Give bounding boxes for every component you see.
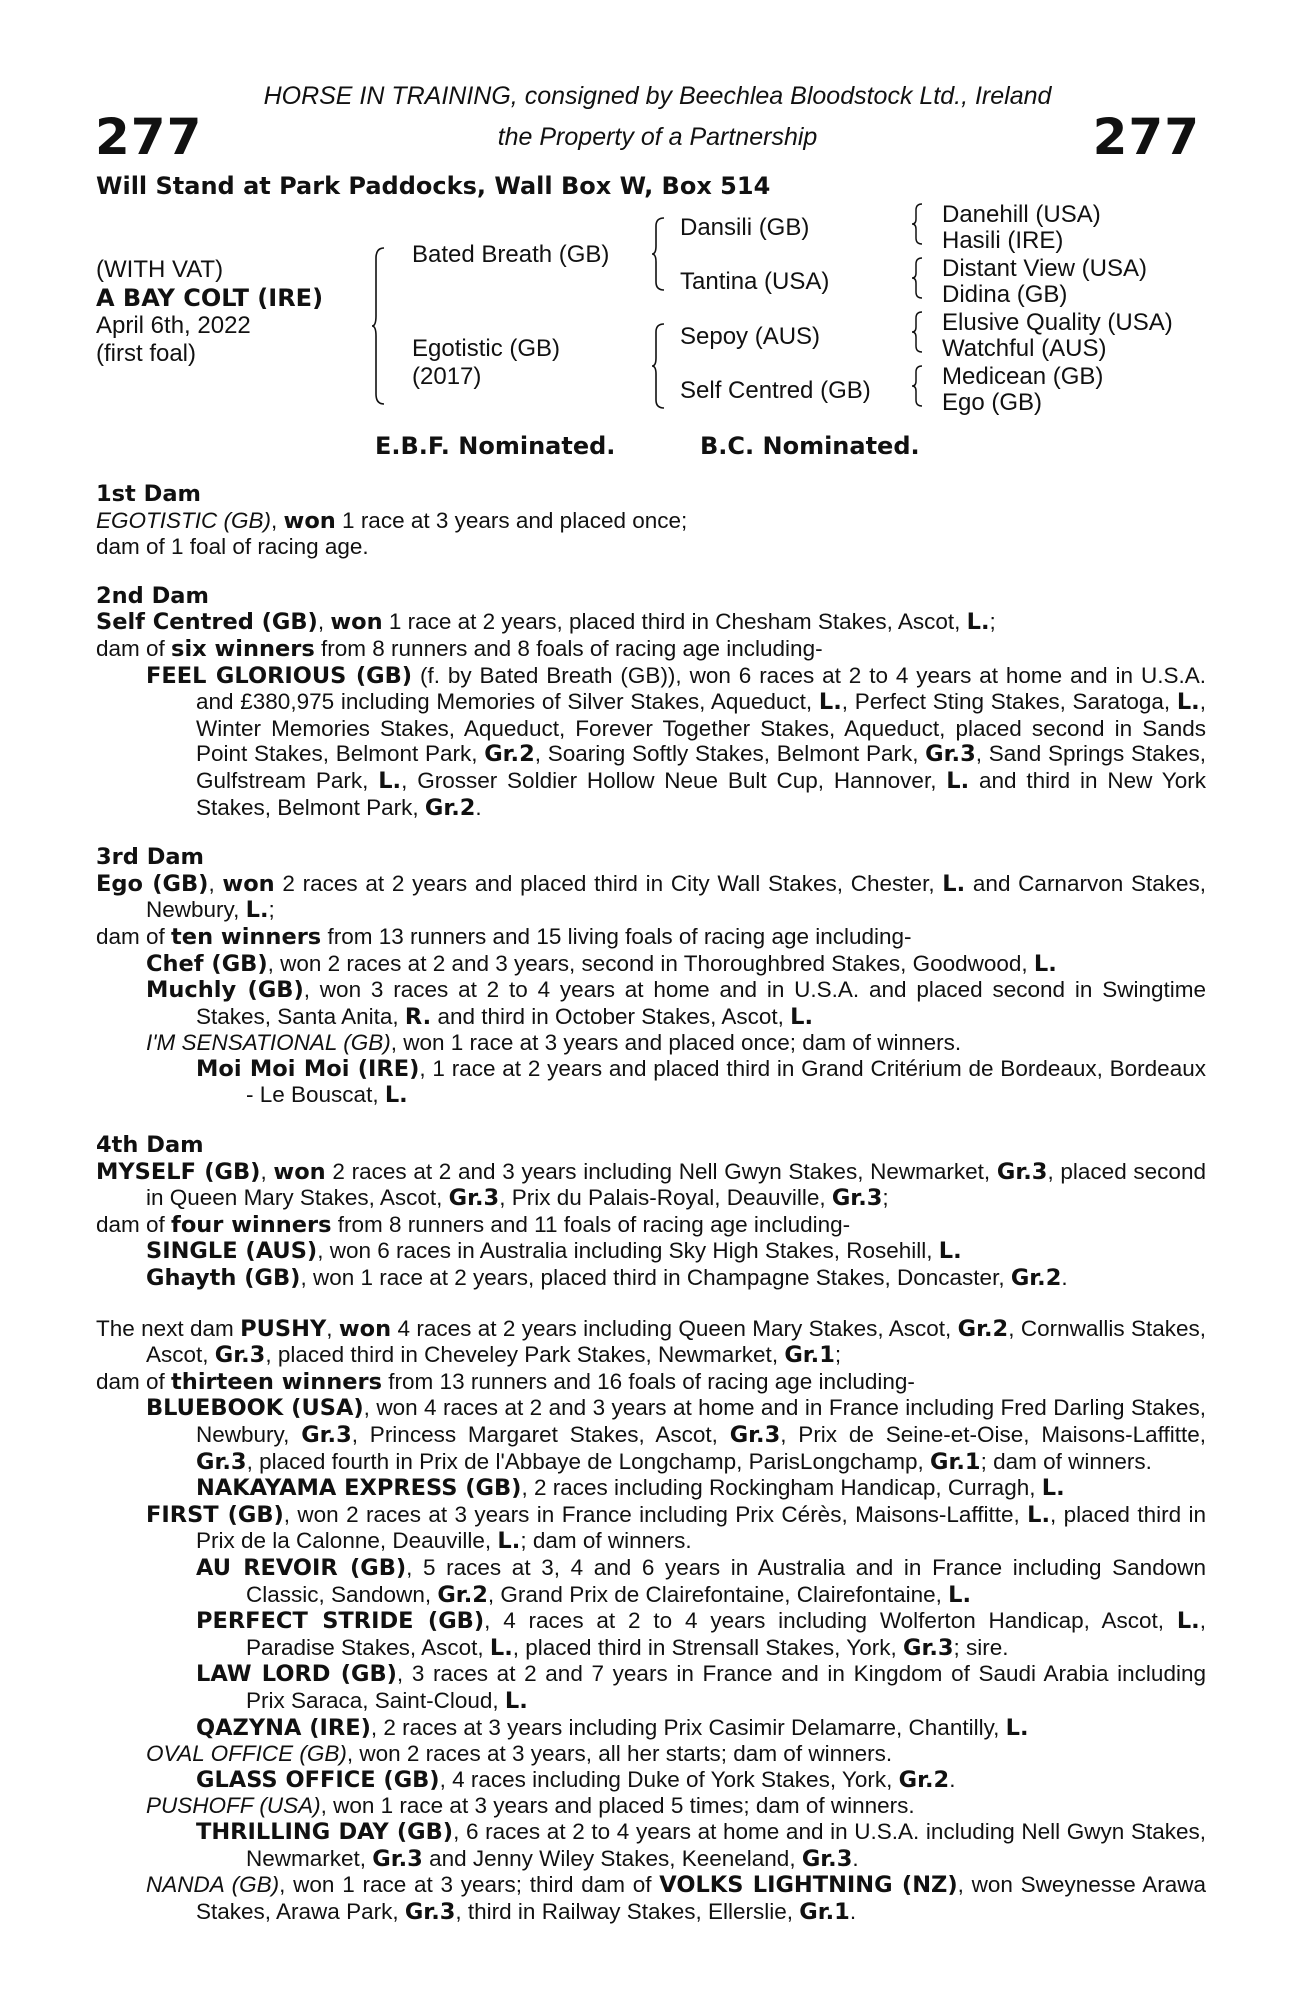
produce-feel-glorious — [96, 663, 1206, 822]
grade-label: Gr.1 — [784, 1342, 835, 1369]
produce-name: Ghayth (GB) — [146, 1265, 301, 1292]
won-label: won — [338, 1315, 392, 1342]
punct: . — [949, 1766, 956, 1792]
produce-name: GLASS OFFICE (GB) — [196, 1766, 440, 1793]
grade-label: Gr.3 — [196, 1448, 247, 1475]
produce-text: from 8 runners and 11 foals of racing age including- — [331, 1211, 851, 1237]
race-text: , won 3 races at 2 to 4 years at home and in U.S.A. and placed second in Swingtime Stakes, Santa Anita, — [196, 977, 1206, 1029]
next-dam-produce — [96, 1369, 1206, 1396]
grade-label: L. — [938, 1238, 962, 1265]
grade-label: L. — [1005, 1714, 1029, 1741]
fourth-dam-name: MYSELF (GB) — [96, 1158, 261, 1185]
race-text: , Soaring Softly Stakes, Belmont Park, — [534, 741, 926, 767]
grade-label: L. — [1041, 1475, 1065, 1502]
dam-year: (2017) — [412, 363, 482, 390]
produce-name: FEEL GLORIOUS (GB) — [146, 662, 413, 689]
race-text: , Prix du Palais-Royal, Deauville, — [499, 1185, 832, 1211]
winners-count: ten winners — [171, 923, 322, 950]
race-text: ; dam of winners. — [520, 1528, 692, 1554]
produce-nanda — [96, 1872, 1206, 1925]
race-text: 2 races at 2 and 3 years including Nell Gwyn Stakes, Newmarket, — [325, 1158, 997, 1184]
grade-label: Gr.3 — [831, 1185, 883, 1212]
dam-of-label: dam of — [96, 635, 172, 661]
race-text: , won 1 race at 2 years, placed third in Champagne Stakes, Doncaster, — [300, 1265, 1011, 1291]
race-text: , Cornwallis Stakes, Ascot, — [146, 1315, 1206, 1368]
grade-label: L. — [942, 870, 966, 897]
grade-label: Gr.2 — [898, 1766, 950, 1793]
dam-name — [412, 335, 560, 391]
produce-name: FIRST (GB) — [146, 1501, 284, 1528]
grade-label: Gr.3 — [372, 1845, 423, 1872]
ebf-nominated: E.B.F. Nominated. — [375, 432, 616, 460]
grade-label: L. — [948, 1581, 972, 1608]
grade-label: L. — [790, 1003, 814, 1030]
race-text: , Grosser Soldier Hollow Neue Bult Cup, Hannover, — [401, 767, 947, 793]
grade-label: Gr.3 — [801, 1845, 853, 1872]
punct: . — [1061, 1265, 1068, 1291]
race-text: , 4 races including Duke of York Stakes, York, — [439, 1766, 899, 1792]
race-text: , Prix de Seine-et-Oise, Maisons-Laffitte, — [780, 1422, 1206, 1447]
grade-label: Gr.3 — [301, 1422, 352, 1448]
race-text: , 2 races at 3 years including Prix Casimir Delamarre, Chantilly, — [370, 1714, 1006, 1740]
race-text: , won 1 race at 3 years; third dam of — [279, 1872, 660, 1898]
grade-label: Gr.3 — [448, 1185, 500, 1212]
first-dam-title: 1st Dam — [96, 481, 201, 507]
produce-name: BLUEBOOK (USA) — [146, 1395, 364, 1422]
produce-nakayama-express — [96, 1475, 1206, 1502]
grandsire-4: Didina (GB) — [942, 281, 1068, 308]
produce-first — [96, 1502, 1206, 1555]
fourth-dam-title: 4th Dam — [96, 1132, 204, 1159]
second-dam-record: 1 race at 2 years, placed third in Chesham Stakes, Ascot, — [382, 609, 967, 635]
third-dam-title: 3rd Dam — [96, 844, 204, 871]
produce-text: from 8 runners and 8 foals of racing age including- — [314, 635, 823, 661]
first-dam-name: EGOTISTIC (GB) — [96, 507, 272, 533]
punct: . — [475, 794, 482, 820]
second-dam-produce — [96, 636, 1206, 663]
grandsire-2: Hasili (IRE) — [942, 227, 1064, 254]
grade-label: L. — [1027, 1501, 1051, 1528]
winners-count: four winners — [171, 1211, 332, 1238]
produce-law-lord — [96, 1661, 1206, 1714]
dam-dam: Self Centred (GB) — [680, 377, 871, 404]
first-dam-entry: EGOTISTIC (GB), won 1 race at 3 years and placed once; — [96, 507, 688, 534]
race-text: , placed third in Prix de la Calonne, Deauville, — [196, 1501, 1206, 1554]
race-text: ; sire. — [953, 1634, 1009, 1660]
produce-oval-office — [96, 1741, 1206, 1767]
grade-label: Gr.3 — [404, 1898, 456, 1925]
brace-g4 — [912, 364, 924, 408]
won-label: won — [273, 1158, 326, 1185]
bc-nominated: B.C. Nominated. — [700, 432, 920, 460]
race-text: , placed third in Strensall Stakes, York, — [512, 1634, 903, 1660]
grade-label: Gr.2 — [437, 1581, 488, 1608]
race-text: and Jenny Wiley Stakes, Keeneland, — [422, 1845, 802, 1871]
produce-name: SINGLE (AUS) — [146, 1238, 318, 1265]
lot-number-right: 277 — [1092, 108, 1200, 166]
grade-label: Gr.3 — [214, 1342, 266, 1369]
punct: ; — [268, 897, 275, 923]
stand-location: Will Stand at Park Paddocks, Wall Box W, Box 514 — [96, 172, 771, 200]
second-dam-entry: Self Centred (GB), won 1 race at 2 years, placed third in Chesham Stakes, Ascot, L.; — [96, 609, 996, 636]
next-dam-lead: The next dam — [96, 1315, 241, 1341]
race-text: , placed second in Queen Mary Stakes, Ascot, — [146, 1158, 1206, 1211]
first-dam-produce: dam of 1 foal of racing age. — [96, 534, 369, 560]
race-text: , Sand Springs Stakes, Gulfstream Park, — [196, 741, 1206, 793]
fourth-dam-produce — [96, 1212, 1206, 1239]
vat-note: (WITH VAT) — [96, 256, 224, 283]
race-text: , third in Railway Stakes, Ellerslie, — [455, 1898, 800, 1924]
won-label: won — [222, 870, 275, 897]
grade-label: Gr.3 — [925, 741, 976, 768]
race-text: , won 2 races at 2 and 3 years, second in Thoroughbred Stakes, Goodwood, — [267, 950, 1034, 976]
produce-moi-moi-moi — [96, 1056, 1206, 1109]
grade-label: Gr.1 — [799, 1898, 850, 1925]
race-text: , won 4 races at 2 and 3 years at home and in France including Fred Darling Stakes, Newbury, — [196, 1395, 1207, 1447]
grade-label: L. — [384, 1082, 408, 1109]
grade-label: Gr.3 — [729, 1422, 781, 1448]
grade-label: L. — [1176, 1608, 1200, 1635]
won-label: won — [330, 609, 383, 636]
produce-name: THRILLING DAY (GB) — [196, 1818, 454, 1845]
brace-g2 — [912, 256, 924, 300]
fourth-dam-entry: MYSELF (GB), won 2 races at 2 and 3 years including Nell Gwyn Stakes, Newmarket, Gr.3, placed second in Queen Mary Stakes, Ascot, Gr.3, Prix du Palais-Royal, Deauville, Gr.3; — [96, 1158, 1206, 1212]
brace-main — [372, 246, 386, 406]
sire-dam: Tantina (USA) — [680, 268, 830, 295]
grade-label: Gr.2 — [957, 1315, 1009, 1342]
property-line: the Property of a Partnership — [497, 123, 818, 151]
dam-of-label: dam of — [96, 1368, 172, 1394]
punct: ; — [989, 609, 996, 635]
race-text: , 3 races at 2 and 7 years in France and in Kingdom of Saudi Arabia including Prix Saraca, Saint-Cloud, — [246, 1661, 1206, 1713]
dam-name-text: Egotistic (GB) — [412, 335, 561, 362]
race-text: and third in October Stakes, Ascot, — [431, 1003, 791, 1029]
produce-pushoff — [96, 1793, 1206, 1819]
race-text: , Grand Prix de Clairefontaine, Clairefontaine, — [487, 1581, 949, 1607]
produce-name: QAZYNA (IRE) — [196, 1714, 371, 1741]
grade-label: R. — [404, 1003, 432, 1030]
winners-count: six winners — [171, 635, 315, 662]
sire-sire: Dansili (GB) — [680, 214, 810, 241]
punct: ; — [882, 1185, 889, 1211]
dam-of-label: dam of — [96, 923, 172, 949]
race-text: and Carnarvon Stakes, Newbury, — [146, 870, 1206, 923]
grandsire-5: Elusive Quality (USA) — [942, 309, 1173, 336]
race-text: 2 races at 2 years and placed third in City Wall Stakes, Chester, — [274, 870, 943, 896]
grade-label: L. — [378, 767, 402, 794]
produce-im-sensational — [96, 1030, 1206, 1056]
horse-info — [96, 256, 323, 368]
grade-label: L. — [1176, 689, 1200, 716]
grade-label: Gr.2 — [484, 741, 535, 768]
race-text: , placed fourth in Prix de l'Abbaye de Longchamp, ParisLongchamp, — [246, 1448, 931, 1474]
punct: . — [849, 1898, 857, 1924]
produce-name: PERFECT STRIDE (GB) — [196, 1608, 485, 1635]
grade-label: Gr.3 — [902, 1634, 954, 1661]
produce-name: AU REVOIR (GB) — [196, 1554, 407, 1581]
race-text: , Paradise Stakes, Ascot, — [246, 1608, 1206, 1660]
produce-text: from 13 runners and 16 foals of racing age including- — [382, 1368, 915, 1394]
grade-label: L. — [818, 689, 842, 716]
consignor-line: HORSE IN TRAINING, consigned by Beechlea Bloodstock Ltd., Ireland — [263, 82, 1052, 110]
winners-count: thirteen winners — [171, 1368, 383, 1395]
produce-single — [96, 1238, 1206, 1265]
grandsire-6: Watchful (AUS) — [942, 335, 1107, 362]
produce-name: Moi Moi Moi (IRE) — [196, 1055, 420, 1082]
lot-number-left: 277 — [95, 108, 203, 166]
produce-text: from 13 runners and 15 living foals of racing age including- — [321, 923, 912, 949]
produce-au-revoir — [96, 1555, 1206, 1608]
sire-name: Bated Breath (GB) — [412, 241, 610, 268]
horse-name: A BAY COLT (IRE) — [96, 284, 324, 312]
race-text: , 2 races including Rockingham Handicap, Curragh, — [521, 1475, 1042, 1501]
next-dam-name: PUSHY — [240, 1315, 327, 1342]
punct: . — [852, 1845, 859, 1871]
grade-label: Gr.3 — [996, 1158, 1048, 1185]
grade-label: L. — [504, 1687, 528, 1714]
grandsire-8: Ego (GB) — [942, 389, 1043, 416]
race-text: , won 2 races at 3 years in France including Prix Cérès, Maisons-Laffitte, — [283, 1501, 1028, 1527]
brace-sire — [652, 216, 666, 292]
grade-label: L. — [489, 1634, 513, 1661]
race-text: , 5 races at 3, 4 and 6 years in Australia and in France including Sandown Classic, Sandown, — [246, 1554, 1206, 1607]
produce-muchly — [96, 977, 1206, 1030]
race-text: , won 6 races in Australia including Sky High Stakes, Rosehill, — [317, 1238, 939, 1264]
race-text: , placed third in Cheveley Park Stakes, Newmarket, — [265, 1342, 785, 1368]
produce-name: LAW LORD (GB) — [196, 1661, 397, 1688]
grade-label: L. — [966, 609, 990, 636]
grade-label: Gr.2 — [424, 794, 476, 821]
second-dam-name: Self Centred (GB) — [96, 609, 318, 636]
produce-name: Chef (GB) — [146, 950, 268, 977]
produce-name: VOLKS LIGHTNING (NZ) — [659, 1872, 958, 1899]
race-text: (f. by Bated Breath (GB)), won 6 races at 2 to 4 years at home and in U.S.A. and £380,975 including Memories of Silver Stakes, Aqueduct, — [196, 662, 1206, 715]
foaling-date: April 6th, 2022 — [96, 312, 251, 339]
won-label: won — [283, 507, 336, 534]
race-text: , won 1 race at 3 years and placed once; dam of winners. — [390, 1030, 962, 1056]
produce-perfect-stride — [96, 1608, 1206, 1661]
race-text: , won 1 race at 3 years and placed 5 times; dam of winners. — [320, 1793, 915, 1819]
produce-thrilling-day — [96, 1819, 1206, 1872]
foal-note: (first foal) — [96, 340, 197, 367]
grade-label: L. — [497, 1528, 521, 1555]
produce-bluebook — [96, 1395, 1206, 1475]
produce-name: PUSHOFF (USA) — [146, 1793, 321, 1819]
produce-chef — [96, 951, 1206, 978]
third-dam-produce — [96, 924, 1206, 951]
dam-of-label: dam of — [96, 1211, 172, 1237]
produce-name: I'M SENSATIONAL (GB) — [146, 1030, 391, 1056]
race-text: , Perfect Sting Stakes, Saratoga, — [841, 689, 1177, 715]
race-text: , 1 race at 2 years and placed third in Grand Critérium de Bordeaux, Bordeaux - Le Bouscat, — [246, 1055, 1206, 1108]
race-text: , Winter Memories Stakes, Aqueduct, Forever Together Stakes, Aqueduct, placed second in Sands Point Stakes, Belmont Park, — [196, 689, 1206, 767]
produce-name: NAKAYAMA EXPRESS (GB) — [196, 1475, 522, 1502]
next-dam-entry: The next dam PUSHY, won 4 races at 2 years including Queen Mary Stakes, Ascot, Gr.2, Cornwallis Stakes, Ascot, Gr.3, placed third in Cheveley Park Stakes, Newmarket, Gr.1; — [96, 1315, 1206, 1369]
produce-name: Muchly (GB) — [146, 977, 304, 1004]
third-dam-entry: Ego (GB), won 2 races at 2 years and placed third in City Wall Stakes, Chester, L. and Carnarvon Stakes, Newbury, L.; — [96, 870, 1206, 924]
brace-g1 — [912, 202, 924, 246]
grade-label: L. — [946, 767, 970, 794]
race-text: , 4 races at 2 to 4 years including Wolferton Handicap, Ascot, — [484, 1608, 1177, 1634]
grandsire-1: Danehill (USA) — [942, 201, 1101, 228]
grade-label: L. — [245, 897, 269, 924]
grade-label: L. — [1033, 950, 1057, 977]
produce-name: OVAL OFFICE (GB) — [146, 1741, 347, 1767]
brace-dam — [652, 322, 666, 410]
race-text: , 6 races at 2 to 4 years at home and in U.S.A. including Nell Gwyn Stakes, Newmarket, — [246, 1818, 1206, 1871]
produce-name: NANDA (GB) — [146, 1872, 280, 1898]
grade-label: Gr.1 — [930, 1448, 981, 1475]
race-text: 4 races at 2 years including Queen Mary Stakes, Ascot, — [391, 1315, 958, 1341]
grade-label: Gr.2 — [1010, 1265, 1062, 1292]
grandsire-7: Medicean (GB) — [942, 363, 1104, 390]
brace-g3 — [912, 310, 924, 354]
punct: ; — [834, 1342, 842, 1368]
produce-qazyna — [96, 1715, 1206, 1742]
first-dam-record: 1 race at 3 years and placed once; — [335, 507, 688, 533]
race-text: ; dam of winners. — [980, 1448, 1152, 1474]
produce-ghayth — [96, 1265, 1206, 1292]
race-text: , won 2 races at 3 years, all her starts; dam of winners. — [346, 1741, 893, 1767]
second-dam-title: 2nd Dam — [96, 582, 209, 609]
race-text: , won Sweynesse Arawa Stakes, Arawa Park, — [196, 1872, 1207, 1924]
catalogue-body — [96, 482, 1206, 1925]
race-text: , Princess Margaret Stakes, Ascot, — [351, 1422, 730, 1447]
race-text: and third in New York Stakes, Belmont Park, — [196, 767, 1206, 820]
grandsire-3: Distant View (USA) — [942, 255, 1147, 282]
dam-sire: Sepoy (AUS) — [680, 323, 821, 350]
produce-glass-office — [96, 1767, 1206, 1794]
third-dam-name: Ego (GB) — [96, 870, 209, 897]
